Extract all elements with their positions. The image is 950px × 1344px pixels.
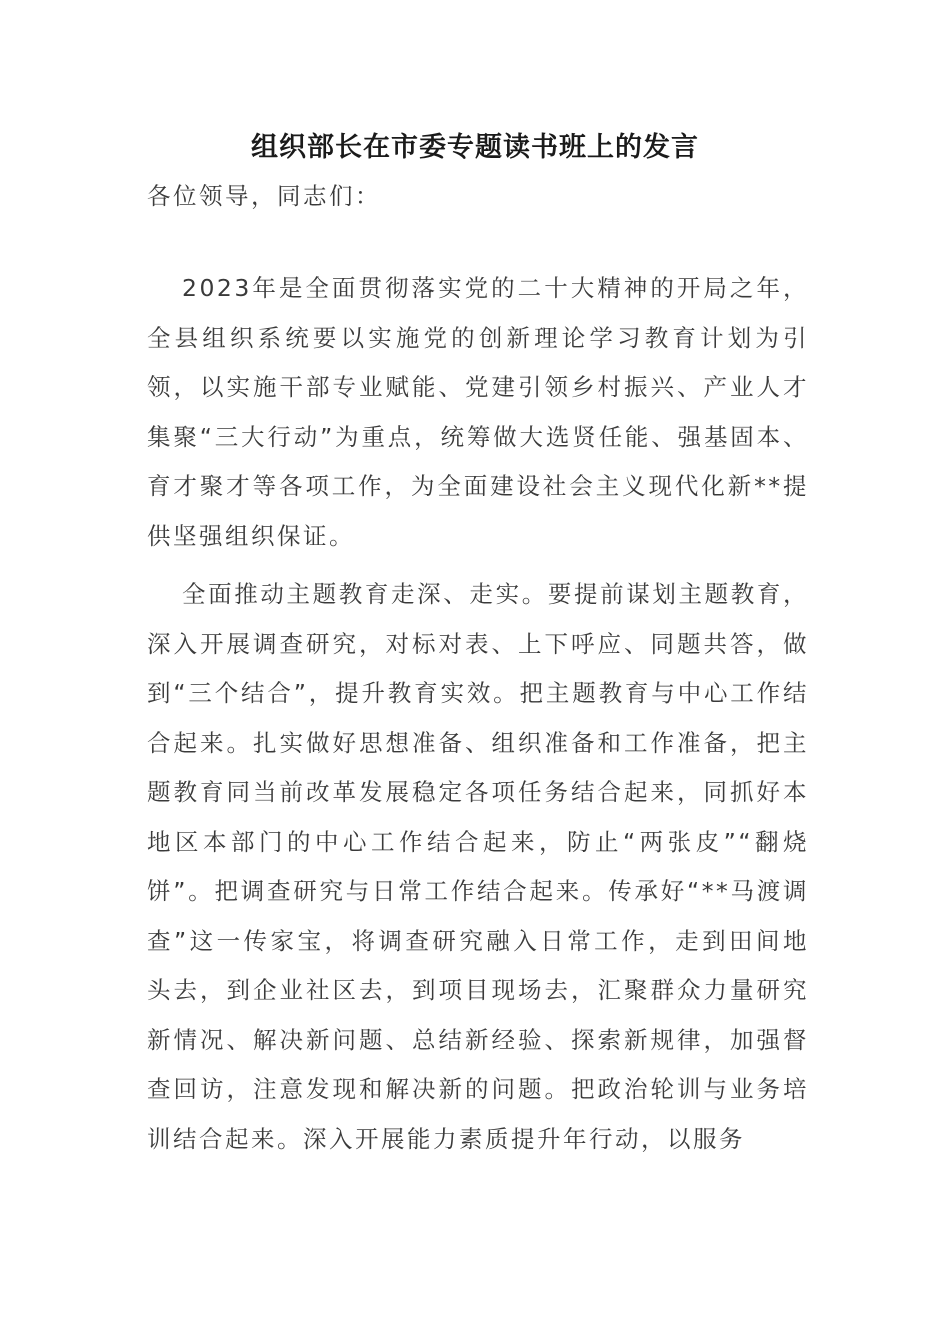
paragraph-1: 2023年是全面贯彻落实党的二十大精神的开局之年，全县组织系统要以实施党的创新理论学习教育计划为引领，以实施干部专业赋能、党建引领乡村振兴、产业人才集聚“三大行动”为重点，统筹做大选贤任能、强基固本、育才聚才等各项工作，为全面建设社会主义现代化新**提供坚强组织保证。 bbox=[147, 274, 809, 550]
document-title: 组织部长在市委专题读书班上的发言 bbox=[251, 132, 699, 163]
salutation: 各位领导，同志们： bbox=[147, 182, 381, 210]
paragraph-2: 全面推动主题教育走深、走实。要提前谋划主题教育，深入开展调查研究，对标对表、上下呼应、同题共答，做到“三个结合”，提升教育实效。把主题教育与中心工作结合起来。扎实做好思想准备、组织准备和工作准备，把主题教育同当前改革发展稳定各项任务结合起来，同抓好本地区本部门的中心工作结合起来，防止“两张皮”“翻烧饼”。把调查研究与日常工作结合起来。传承好“**马渡调查”这一传家宝，将调查研究融入日常工作，走到田间地头去，到企业社区去，到项目现场去，汇聚群众力量研究新情况、解决新问题、总结新经验、探索新规律，加强督查回访，注意发现和解决新的问题。把政治轮训与业务培训结合起来。深入开展能力素质提升年行动，以服务 bbox=[147, 580, 809, 1153]
